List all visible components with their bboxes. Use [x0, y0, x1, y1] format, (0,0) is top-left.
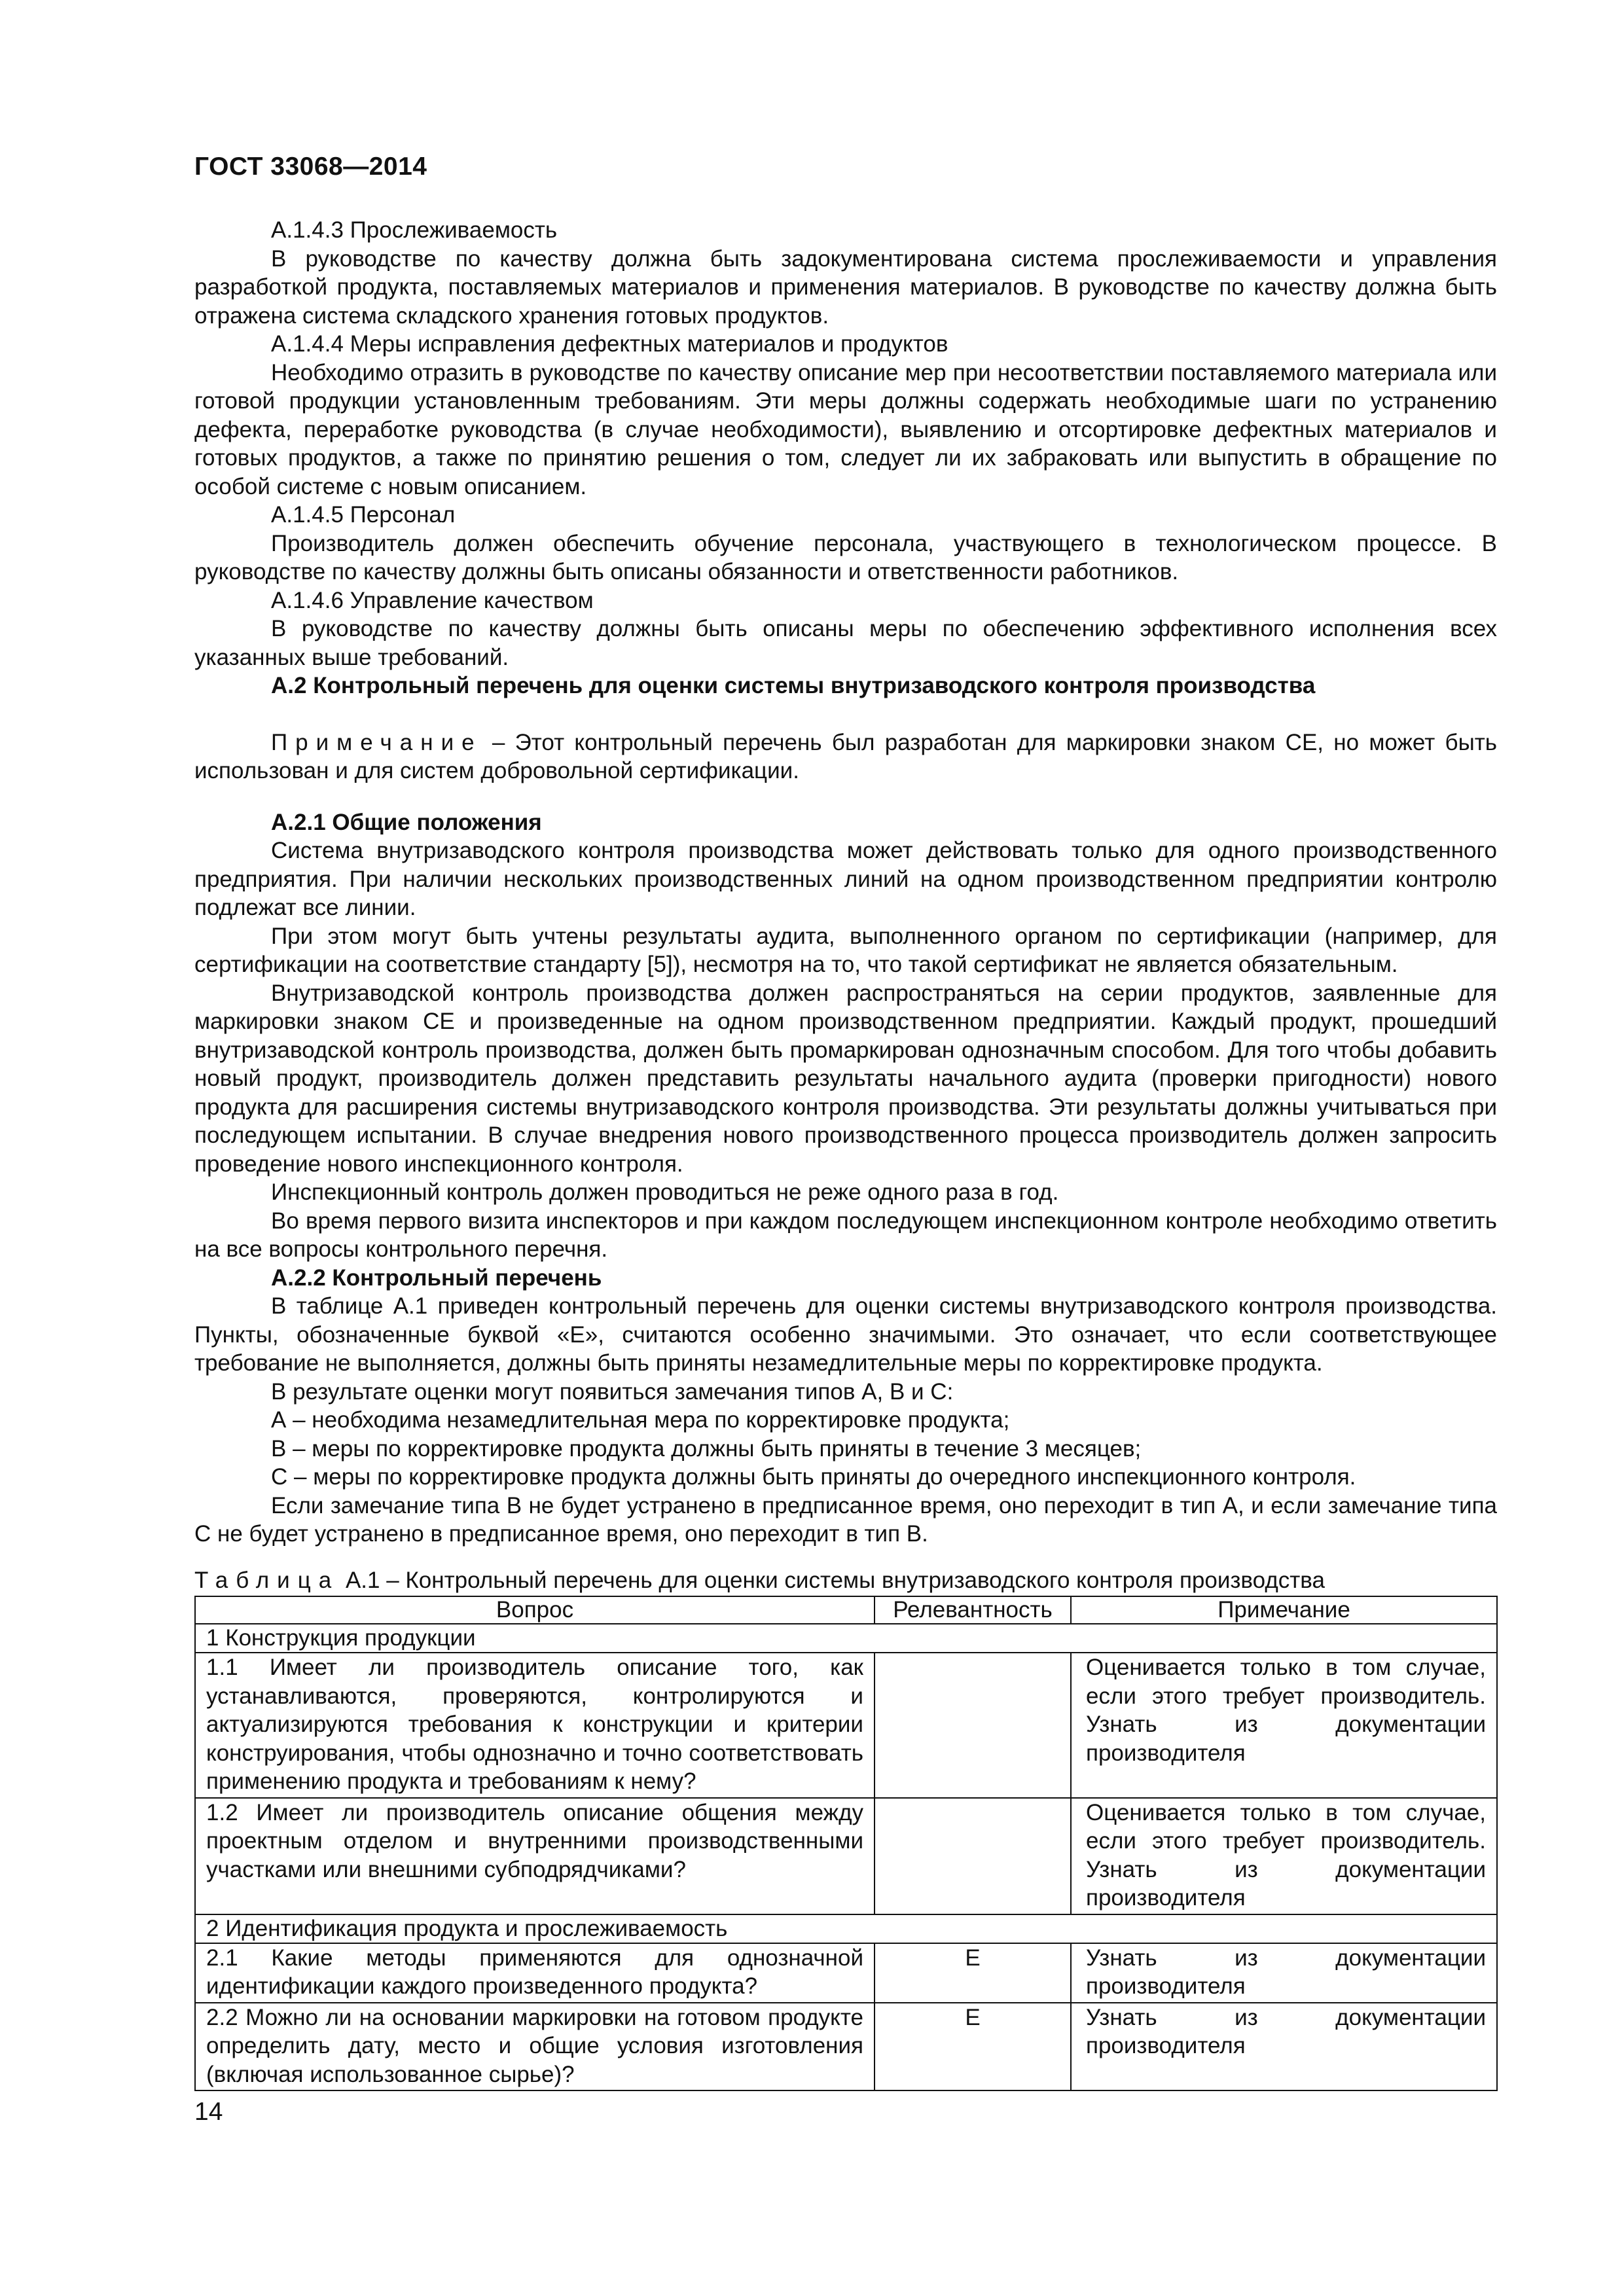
table-section-row [195, 1914, 1497, 1943]
clause-title-a144: А.1.4.4 Меры исправления дефектных материалов и продуктов [271, 331, 948, 357]
table-caption-label: Таблица [194, 1568, 340, 1593]
table-caption-text: А.1 – Контрольный перечень для оценки системы внутризаводского контроля производства [339, 1568, 1325, 1593]
document-code-header: ГОСТ 33068—2014 [194, 152, 427, 181]
section-title: 1 Конструкция продукции [195, 1624, 1497, 1653]
relevance-cell [875, 1798, 1071, 1914]
paragraph: Система внутризаводского контроля производства может действовать только для одного производственного предприятия. При наличии нескольких производственных линий на одном производственном предприятии контролю подлежат все линии. [194, 838, 1497, 920]
note-text: – Этот контрольный перечень был разработан для маркировки знаком СЕ, но может быть использован и для систем добровольной сертификации. [194, 729, 1497, 783]
paragraph: Необходимо отразить в руководстве по качеству описание мер при несоответствии поставляемого материала или готовой продукции установленным требованиям. Эти меры должны содержать необходимые шаги по устранению дефекта, переработке руководства (в случае необходимости), выявлению и отсортировке дефектных материалов и готовых продуктов, а также по принятию решения о том, следует ли их забраковать или выпустить в обращение по особой системе с новым описанием. [194, 359, 1497, 499]
list-item-type-a: А – необходима незамедлительная мера по корректировке продукта; [271, 1407, 1010, 1433]
clause-title-a146: А.1.4.6 Управление качеством [271, 587, 594, 613]
paragraph: Во время первого визита инспекторов и при каждом последующем инспекционном контроле необходимо ответить на все вопросы контрольного перечня. [194, 1208, 1497, 1262]
section-title: 2 Идентификация продукта и прослеживаемость [195, 1914, 1497, 1943]
paragraph: Если замечание типа В не будет устранено в предписанное время, оно переходит в тип А, и если замечание типа С не будет устранено в предписанное время, оно переходит в тип В. [194, 1492, 1497, 1547]
column-header-note: Примечание [1071, 1596, 1497, 1624]
relevance-cell: Е [875, 1943, 1071, 2003]
table-row [195, 1943, 1497, 2003]
body-text [194, 216, 1497, 1549]
note-label: Примечание [271, 729, 482, 755]
paragraph: При этом могут быть учтены результаты аудита, выполненного органом по сертификации (например, для сертификации на соответствие стандарту [5]), несмотря на то, что такой сертификат не является обязательным. [194, 923, 1497, 977]
list-item-type-c: С – меры по корректировке продукта должны быть приняты до очередного инспекционного контроля. [271, 1464, 1356, 1490]
table-row [195, 1798, 1497, 1914]
question-cell: 1.2 Имеет ли производитель описание общения между проектным отделом и внутренними производственными участками или внешними субподрядчиками? [195, 1798, 875, 1914]
note-cell: Оценивается только в том случае, если этого требует производитель. Узнать из документации производителя [1071, 1798, 1497, 1914]
relevance-cell: Е [875, 2003, 1071, 2091]
clause-title-a143: А.1.4.3 Прослеживаемость [271, 217, 558, 243]
question-cell: 2.2 Можно ли на основании маркировки на готовом продукте определить дату, место и общие условия изготовления (включая использованное сырье)? [195, 2003, 875, 2091]
paragraph: В руководстве по качеству должна быть задокументирована система прослеживаемости и управления разработкой продукта, поставляемых материалов и применения материалов. В руководстве по качеству должна быть отражена система складского хранения готовых продуктов. [194, 245, 1497, 329]
table-row [195, 1653, 1497, 1798]
section-heading-a21: А.2.1 Общие положения [271, 809, 542, 835]
paragraph: Внутризаводской контроль производства должен распространяться на серии продуктов, заявленные для маркировки знаком СЕ и произведенные на одном производственном предприятии. Каждый продукт, прошедший внутризаводской контроль производства, должен быть промаркирован однозначным способом. Для того чтобы добавить новый продукт, производитель должен представить результаты начального аудита (проверки пригодности) нового продукта для расширения системы внутризаводского контроля производства. Эти результаты должны учитываться при последующем испытании. В случае внедрения нового производственного процесса производитель должен запросить проведение нового инспекционного контроля. [194, 980, 1497, 1177]
table-section-row [195, 1624, 1497, 1653]
note-cell: Узнать из документации производителя [1071, 2003, 1497, 2091]
paragraph: В результате оценки могут появиться замечания типов А, В и С: [271, 1378, 954, 1405]
column-header-question: Вопрос [195, 1596, 875, 1624]
list-item-type-b: В – меры по корректировке продукта должны быть приняты в течение 3 месяцев; [271, 1435, 1142, 1462]
table-row [195, 2003, 1497, 2091]
paragraph: В таблице А.1 приведен контрольный перечень для оценки системы внутризаводского контроля производства. Пункты, обозначенные буквой «Е», считаются особенно значимыми. Это означает, что если соответствующее требование не выполняется, должны быть приняты незамедлительные меры по корректировке продукта. [194, 1293, 1497, 1376]
paragraph: Инспекционный контроль должен проводиться не реже одного раза в год. [271, 1179, 1059, 1205]
checklist-table [194, 1596, 1498, 2091]
note-paragraph [194, 728, 1497, 785]
note-cell: Узнать из документации производителя [1071, 1943, 1497, 2003]
page-number: 14 [194, 2098, 223, 2126]
paragraph: В руководстве по качеству должны быть описаны меры по обеспечению эффективного исполнения всех указанных выше требований. [194, 616, 1497, 670]
note-cell: Оценивается только в том случае, если этого требует производитель. Узнать из документации производителя [1071, 1653, 1497, 1798]
section-heading-a2: А.2 Контрольный перечень для оценки системы внутризаводского контроля производства [271, 673, 1316, 698]
table-caption [194, 1568, 1325, 1594]
question-cell: 2.1 Какие методы применяются для однозначной идентификации каждого произведенного продукта? [195, 1943, 875, 2003]
relevance-cell [875, 1653, 1071, 1798]
table-header-row [195, 1596, 1497, 1624]
clause-title-a145: А.1.4.5 Персонал [271, 502, 456, 528]
paragraph: Производитель должен обеспечить обучение персонала, участвующего в технологическом процессе. В руководстве по качеству должны быть описаны обязанности и ответственности работников. [194, 530, 1497, 584]
question-cell: 1.1 Имеет ли производитель описание того, как устанавливаются, проверяются, контролируются и актуализируются требования к конструкции и критерии конструирования, чтобы однозначно и точно соответствовать применению продукта и требованиям к нему? [195, 1653, 875, 1798]
column-header-relevance: Релевантность [875, 1596, 1071, 1624]
section-heading-a22: А.2.2 Контрольный перечень [271, 1265, 602, 1291]
